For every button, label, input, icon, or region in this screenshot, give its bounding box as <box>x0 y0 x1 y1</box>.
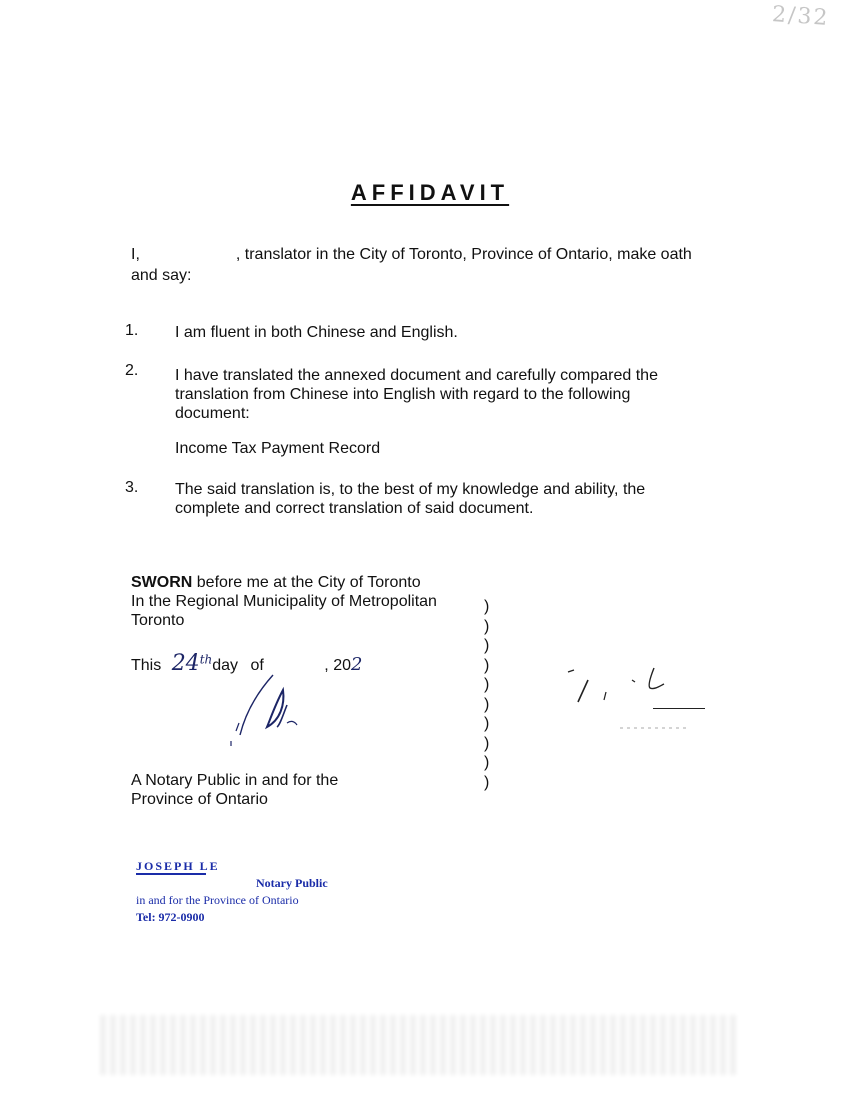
signature-stroke <box>649 668 664 689</box>
handwritten-day-suffix: th <box>199 652 213 667</box>
item-text: I am fluent in both Chinese and English. <box>175 324 458 341</box>
stamp-line3: in and for the Province of Ontario <box>136 893 299 907</box>
signature-stroke <box>604 692 606 700</box>
intro-paragraph <box>131 244 731 286</box>
parenthesis-column: ) ) ) ) ) ) ) ) ) ) <box>484 598 490 791</box>
bleed-through-artifact <box>100 1015 740 1075</box>
sworn-block <box>131 573 471 630</box>
signature-stroke <box>236 723 239 731</box>
sworn-bold: SWORN <box>131 574 193 591</box>
item-number: 3. <box>125 479 139 496</box>
signature-stroke <box>568 670 574 672</box>
document-title <box>0 180 860 206</box>
corner-page-note: 2/32 <box>771 2 831 31</box>
notary-stamp <box>136 858 328 926</box>
signature-stroke <box>632 680 635 682</box>
stamp-rule <box>136 873 206 875</box>
year-prefix: , 20 <box>324 657 351 674</box>
signature-line <box>653 708 705 709</box>
intro-line2: and say: <box>131 267 192 284</box>
notary-line1: A Notary Public in and for the <box>131 772 339 789</box>
commissioner-signature <box>225 665 335 755</box>
stamp-line1: JOSEPH LE <box>136 859 220 873</box>
deponent-signature <box>560 660 710 740</box>
handwritten-year: 2 <box>350 654 363 675</box>
sworn-line1: before me at the City of Toronto <box>192 574 421 591</box>
signature-stroke <box>578 680 588 702</box>
handwritten-day: 24 <box>171 651 200 676</box>
item-number: 1. <box>125 322 139 339</box>
intro-suffix: , translator in the City of Toronto, Province of Ontario, make oath <box>235 246 692 263</box>
title-text: AFFIDAVIT <box>350 180 510 205</box>
day-label: day <box>212 657 239 674</box>
intro-prefix: I, <box>131 246 140 263</box>
item-number: 2. <box>125 362 139 379</box>
item-subtext: Income Tax Payment Record <box>175 440 381 457</box>
item-text: The said translation is, to the best of my knowledge and ability, the complete and correct translation of said document. <box>175 481 646 517</box>
stamp-line2: Notary Public <box>256 876 328 890</box>
of-label: of <box>250 657 264 674</box>
sworn-line3: Toronto <box>131 612 185 629</box>
notary-line2: Province of Ontario <box>131 791 268 808</box>
sworn-line2: In the Regional Municipality of Metropolitan <box>131 593 437 610</box>
stamp-line4: Tel: 972-0900 <box>136 910 205 924</box>
this-label: This <box>131 657 162 674</box>
signature-stroke <box>287 721 297 725</box>
item-text: I have translated the annexed document and carefully compared the translation from Chinese into English with regard to the following document: <box>175 367 658 422</box>
notary-block <box>131 771 338 809</box>
